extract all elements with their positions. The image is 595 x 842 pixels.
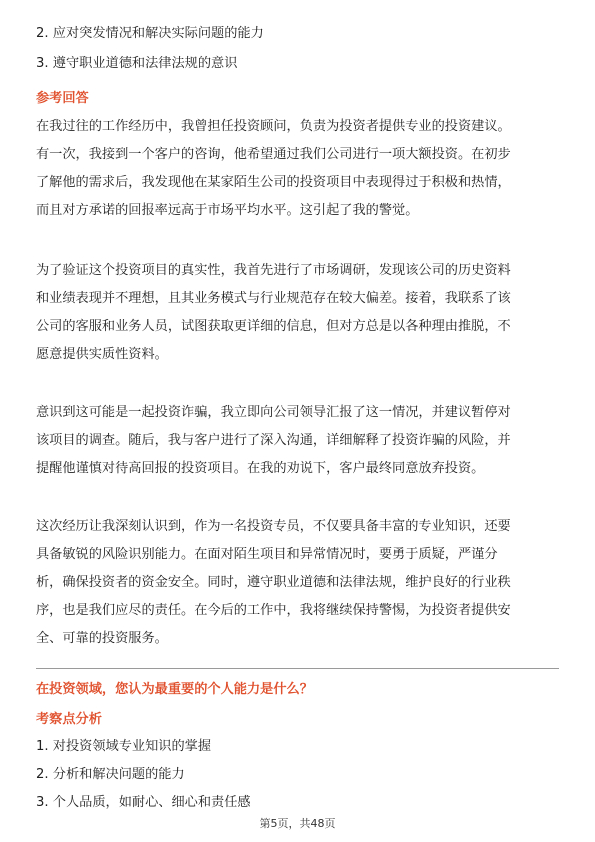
text-line: 该项目的调查。随后，我与客户进行了深入沟通，详细解释了投资诈骗的风险，并	[36, 433, 511, 448]
text-line: 具备敏锐的风险识别能力。在面对陌生项目和异常情况时，要勇于质疑，严谨分	[36, 547, 498, 562]
text-line: 在我过往的工作经历中，我曾担任投资顾问，负责为投资者提供专业的投资建议。	[36, 119, 511, 134]
text-line: 有一次，我接到一个客户的咨询，他希望通过我们公司进行一项大额投资。在初步	[36, 147, 511, 162]
prev-item: 2. 应对突发情况和解决实际问题的能力	[36, 26, 264, 41]
text-line: 析，确保投资者的资金安全。同时，遵守职业道德和法律法规，维护良好的行业秩	[36, 575, 511, 590]
text-line: 提醒他谨慎对待高回报的投资项目。在我的劝说下，客户最终同意放弃投资。	[36, 461, 485, 476]
section-divider	[36, 668, 559, 669]
text-line: 为了验证这个投资项目的真实性，我首先进行了市场调研，发现该公司的历史资料	[36, 263, 511, 278]
text-line: 意识到这可能是一起投资诈骗，我立即向公司领导汇报了这一情况，并建议暂停对	[36, 405, 511, 420]
prev-item: 3. 遵守职业道德和法律法规的意识	[36, 56, 238, 71]
analysis-item: 2. 分析和解决问题的能力	[36, 767, 185, 782]
text-line: 了解他的需求后，我发现他在某家陌生公司的投资项目中表现得过于积极和热情，	[36, 175, 511, 190]
text-line: 而且对方承诺的回报率远高于市场平均水平。这引起了我的警觉。	[36, 203, 419, 218]
text-line: 愿意提供实质性资料。	[36, 347, 168, 362]
question-heading: 在投资领域，您认为最重要的个人能力是什么？	[36, 682, 313, 697]
page-footer: 第5页，共48页	[259, 817, 336, 830]
text-line: 全、可靠的投资服务。	[36, 631, 168, 646]
text-line: 和业绩表现并不理想，且其业务模式与行业规范存在较大偏差。接着，我联系了该	[36, 291, 511, 306]
answer-heading: 参考回答	[36, 91, 89, 106]
analysis-item: 3. 个人品质，如耐心、细心和责任感	[36, 795, 251, 810]
text-line: 序，也是我们应尽的责任。在今后的工作中，我将继续保持警惕，为投资者提供安	[36, 603, 511, 618]
text-line: 公司的客服和业务人员，试图获取更详细的信息，但对方总是以各种理由推脱，不	[36, 319, 511, 334]
analysis-item: 1. 对投资领域专业知识的掌握	[36, 739, 212, 754]
analysis-heading: 考察点分析	[36, 712, 102, 727]
text-line: 这次经历让我深刻认识到，作为一名投资专员，不仅要具备丰富的专业知识，还要	[36, 519, 511, 534]
